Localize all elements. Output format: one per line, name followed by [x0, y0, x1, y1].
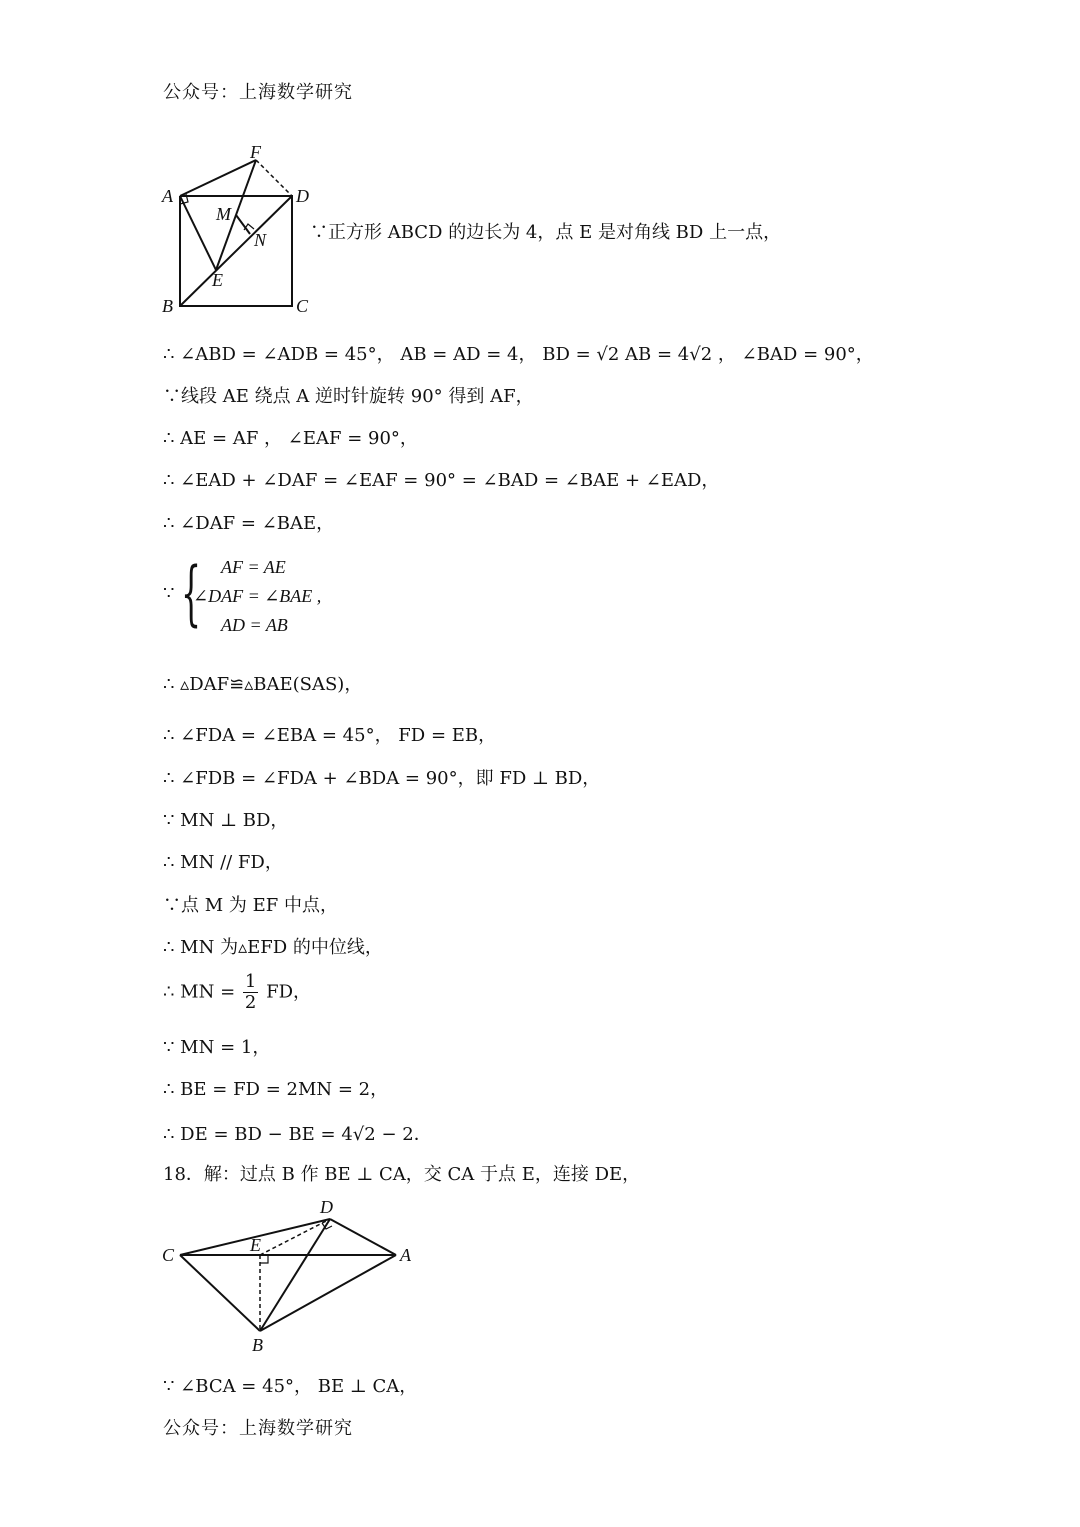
label-C: C: [162, 1245, 175, 1265]
label-F: F: [250, 142, 261, 162]
label-A: A: [162, 186, 173, 206]
label-C: C: [296, 296, 309, 316]
label-B: B: [162, 296, 173, 316]
proof-line: ∵ MN ⊥ BD，: [163, 810, 289, 831]
proof-line: ∴ MN 为▵EFD 的中位线，: [163, 937, 383, 958]
system-row: AD = AB: [221, 615, 288, 635]
label-D: D: [296, 186, 309, 206]
square-figure: [160, 138, 320, 318]
problem-18-line: 18．解：过点 B 作 BE ⊥ CA，交 CA 于点 E，连接 DE，: [163, 1164, 641, 1185]
page-header: 公众号：上海数学研究: [163, 82, 353, 103]
proof-line: ∴ BE = FD = 2MN = 2，: [163, 1079, 389, 1100]
proof-line: ∵点 M 为 EF 中点，: [163, 895, 338, 916]
because-symbol: ∵: [163, 583, 175, 604]
label-D: D: [320, 1197, 333, 1217]
fraction-denominator: 2: [244, 992, 257, 1013]
label-B: B: [252, 1335, 263, 1355]
system-row: ∠DAF = ∠BAE ,: [193, 586, 322, 606]
proof-line: ∴ ∠ABD = ∠ADB = 45°， AB = AD = 4， BD = √2 AB = 4√2 ， ∠BAD = 90°，: [163, 344, 874, 365]
label-N: N: [254, 230, 267, 250]
fraction-suffix: FD，: [266, 981, 312, 1003]
intro-text: ∵正方形 ABCD 的边长为 4，点 E 是对角线 BD 上一点，: [310, 222, 782, 243]
fraction-line: [163, 972, 311, 1013]
label-M: M: [216, 204, 231, 224]
proof-line: ∴ DE = BD − BE = 4√2 − 2．: [163, 1124, 432, 1145]
label-A: A: [400, 1245, 411, 1265]
proof-line: ∴ ∠FDB = ∠FDA + ∠BDA = 90°，即 FD ⊥ BD，: [163, 768, 601, 789]
proof-line: ∵ ∠BCA = 45°， BE ⊥ CA，: [163, 1376, 418, 1397]
proof-line: ∵ MN = 1，: [163, 1037, 271, 1058]
page-footer: 公众号：上海数学研究: [163, 1418, 353, 1439]
proof-line: ∴ ∠EAD + ∠DAF = ∠EAF = 90° = ∠BAD = ∠BAE + ∠EAD，: [163, 470, 720, 491]
system-row: AF = AE: [221, 557, 286, 577]
fraction-numerator: 1: [244, 971, 257, 992]
proof-line: ∴ ∠FDA = ∠EBA = 45°， FD = EB，: [163, 725, 497, 746]
left-brace: {: [181, 552, 202, 634]
label-E: E: [212, 270, 223, 290]
quadrilateral-figure: [160, 1195, 420, 1355]
proof-line: ∴ ▵DAF≌▵BAE(SAS)，: [163, 674, 363, 695]
fraction: [243, 972, 258, 1013]
proof-line: ∴ AE = AF ， ∠EAF = 90°，: [163, 428, 418, 449]
fraction-prefix: ∴ MN =: [163, 981, 236, 1003]
proof-line: ∴ MN // FD，: [163, 852, 283, 873]
proof-line: ∵线段 AE 绕点 A 逆时针旋转 90° 得到 AF，: [163, 386, 534, 407]
proof-line: ∴ ∠DAF = ∠BAE，: [163, 513, 335, 534]
label-E: E: [250, 1235, 261, 1255]
